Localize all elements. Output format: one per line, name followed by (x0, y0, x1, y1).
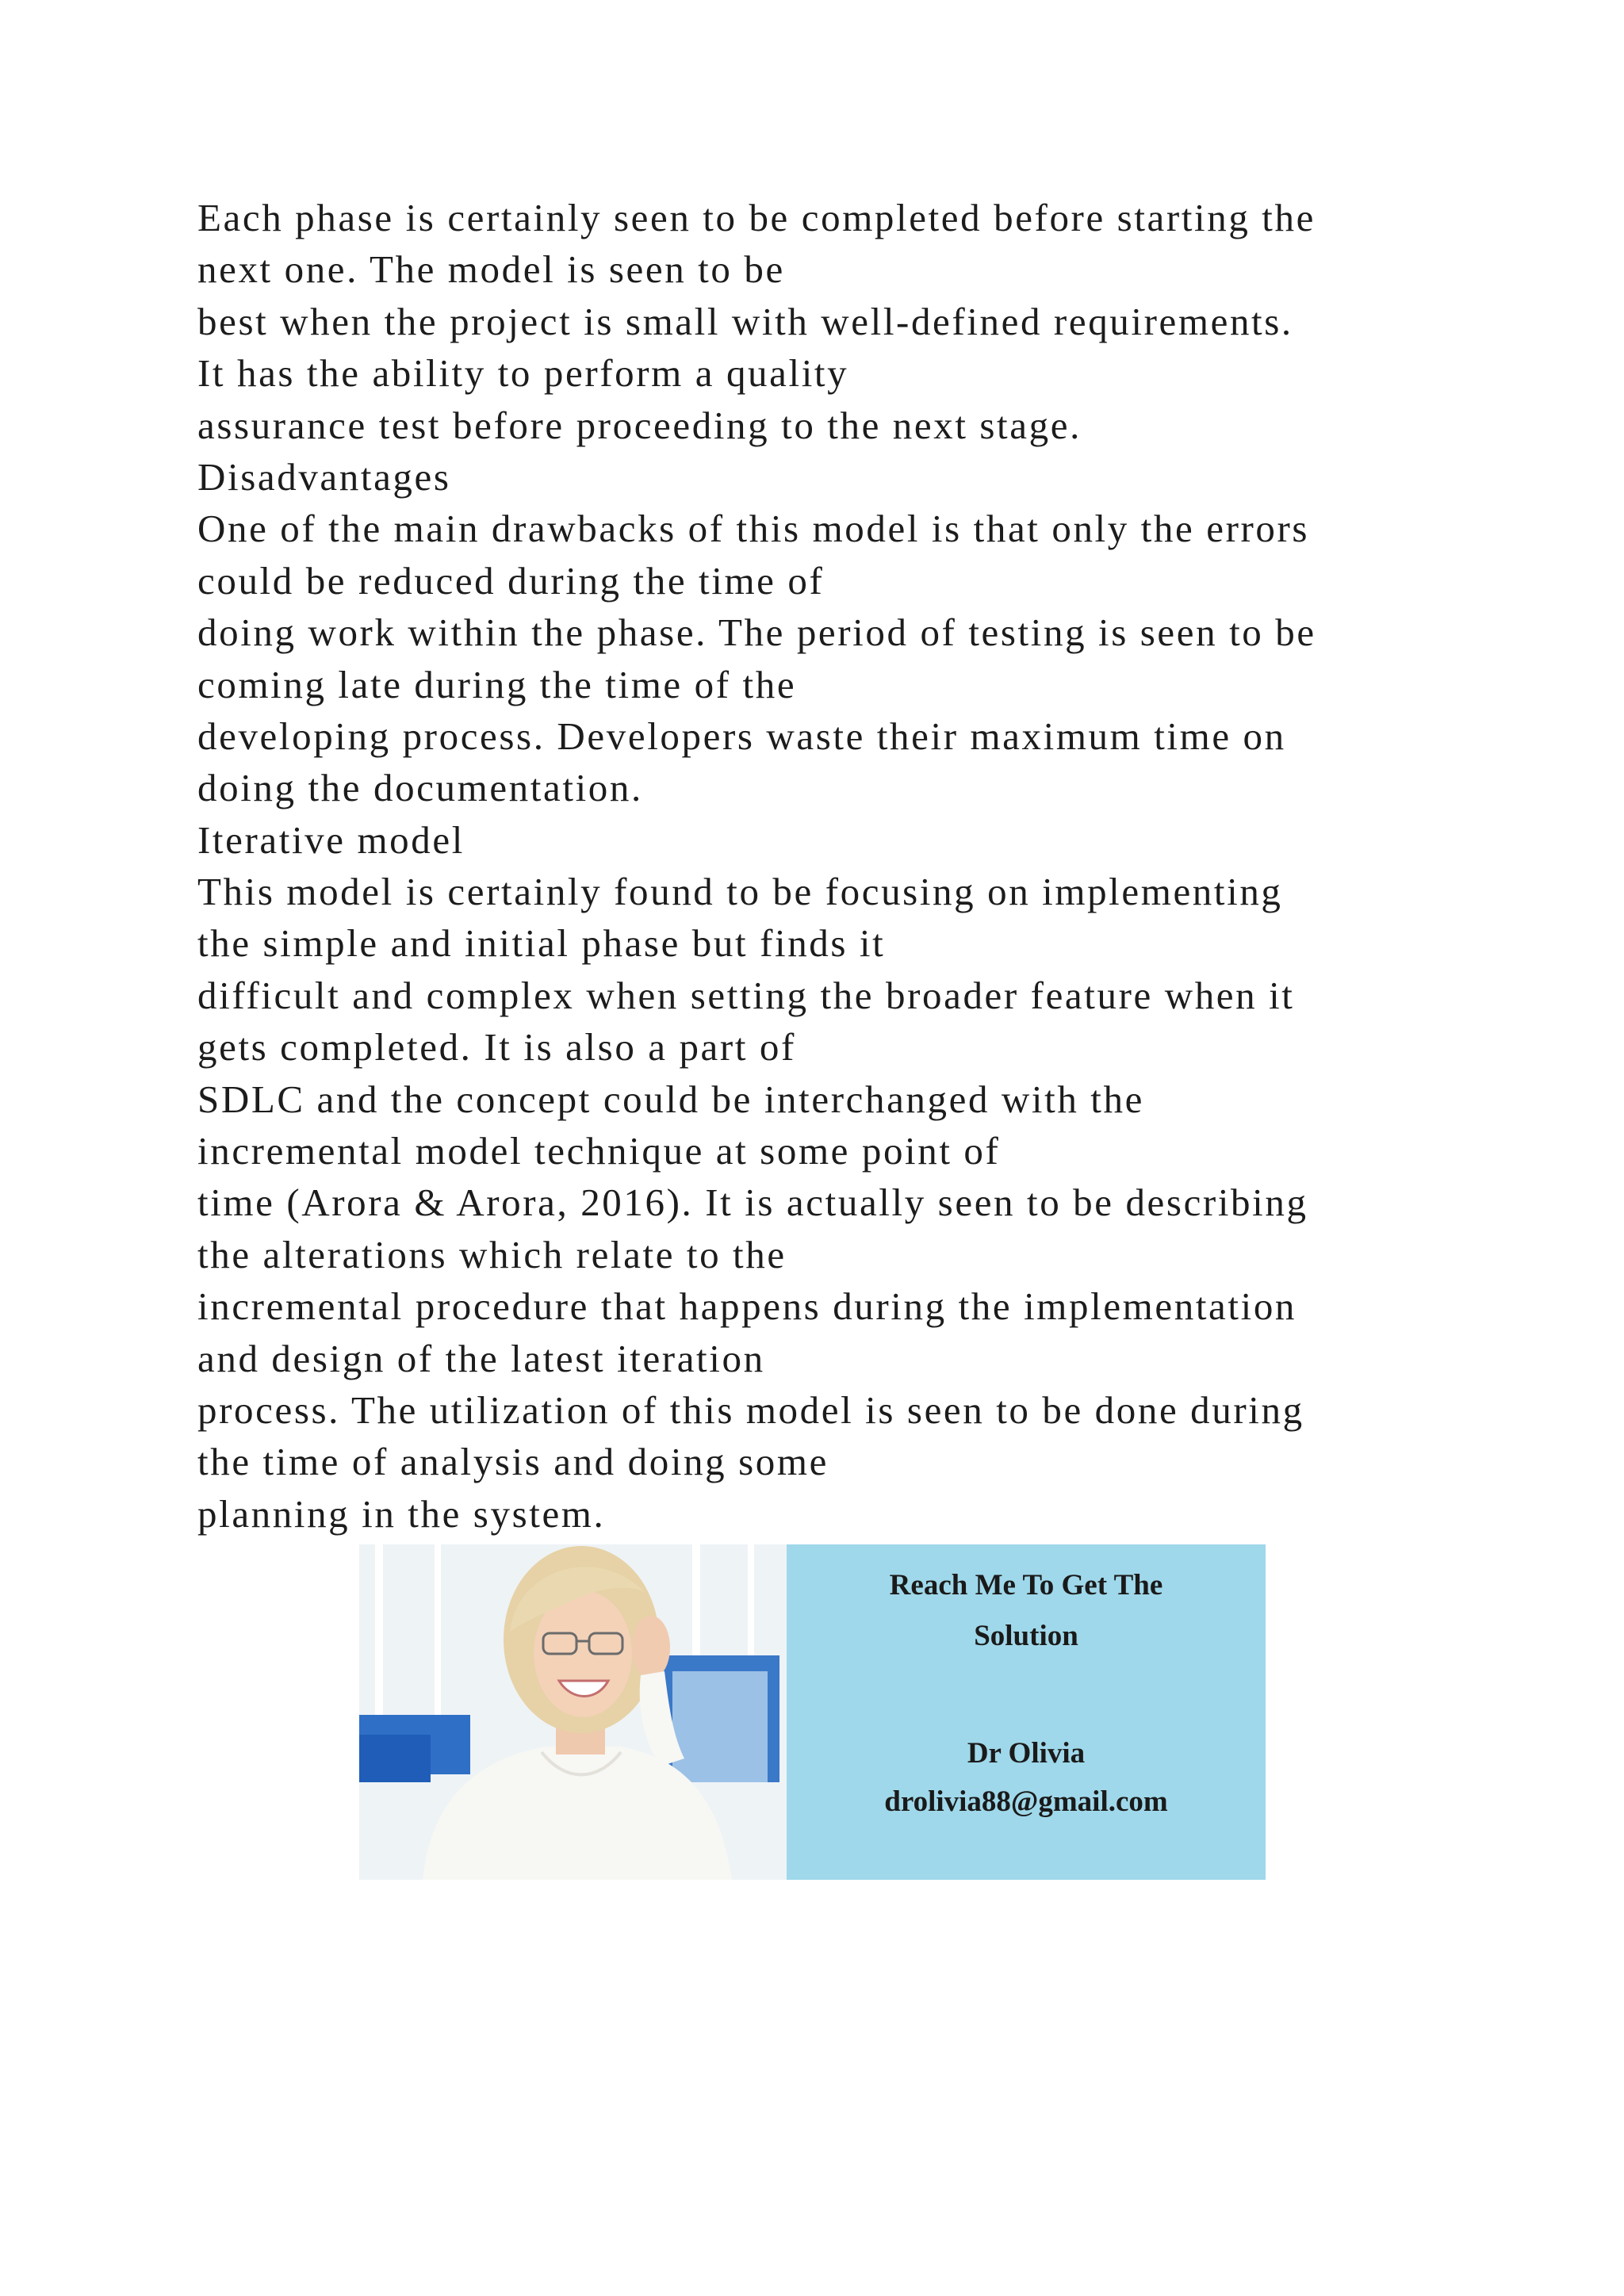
text-line: This model is certainly found to be focusing on implementing (197, 870, 1283, 914)
text-line: It has the ability to perform a quality (197, 351, 849, 396)
text-line: assurance test before proceeding to the next stage. (197, 403, 1082, 447)
woman-photo-illustration (359, 1544, 787, 1880)
text-line: process. The utilization of this model is seen to be done during (197, 1387, 1304, 1432)
contact-banner (359, 1544, 1266, 1880)
text-line: incremental model technique at some point of (197, 1129, 1001, 1173)
banner-heading-line-1: Reach Me To Get The (889, 1569, 1163, 1601)
text-line: and design of the latest iteration (197, 1336, 765, 1380)
text-line: could be reduced during the time of (197, 558, 825, 603)
text-line: the alterations which relate to the (197, 1232, 787, 1276)
text-line: developing process. Developers waste their maximum time on (197, 714, 1286, 758)
text-line: One of the main drawbacks of this model is that only the errors (197, 507, 1310, 551)
text-line: best when the project is small with well-defined requirements. (197, 299, 1293, 343)
text-line: time (Arora & Arora, 2016). It is actually seen to be describing (197, 1181, 1308, 1225)
contact-info-panel (787, 1544, 1266, 1880)
text-line: doing work within the phase. The period of testing is seen to be (197, 610, 1316, 655)
text-line: Each phase is certainly seen to be completed before starting the (197, 196, 1316, 239)
body-text (197, 192, 1514, 1540)
text-line: the simple and initial phase but finds it (197, 921, 886, 966)
contact-name: Dr Olivia (967, 1737, 1086, 1770)
text-line: doing the documentation. (197, 766, 643, 810)
text-line: SDLC and the concept could be interchanged with the (197, 1077, 1144, 1121)
text-line: planning in the system. (197, 1491, 606, 1536)
section-heading-disadvantages: Disadvantages (197, 454, 451, 499)
text-line: gets completed. It is also a part of (197, 1025, 796, 1070)
text-line: incremental procedure that happens during the implementation (197, 1284, 1297, 1329)
text-line: difficult and complex when setting the broader feature when it (197, 973, 1295, 1017)
contact-email: drolivia88@gmail.com (884, 1785, 1168, 1818)
section-heading-iterative-model: Iterative model (197, 817, 465, 862)
woman-photo (359, 1544, 787, 1880)
text-line: the time of analysis and doing some (197, 1440, 829, 1484)
text-line: coming late during the time of the (197, 662, 797, 706)
text-line: next one. The model is seen to be (197, 247, 785, 292)
banner-heading-line-2: Solution (974, 1620, 1078, 1652)
